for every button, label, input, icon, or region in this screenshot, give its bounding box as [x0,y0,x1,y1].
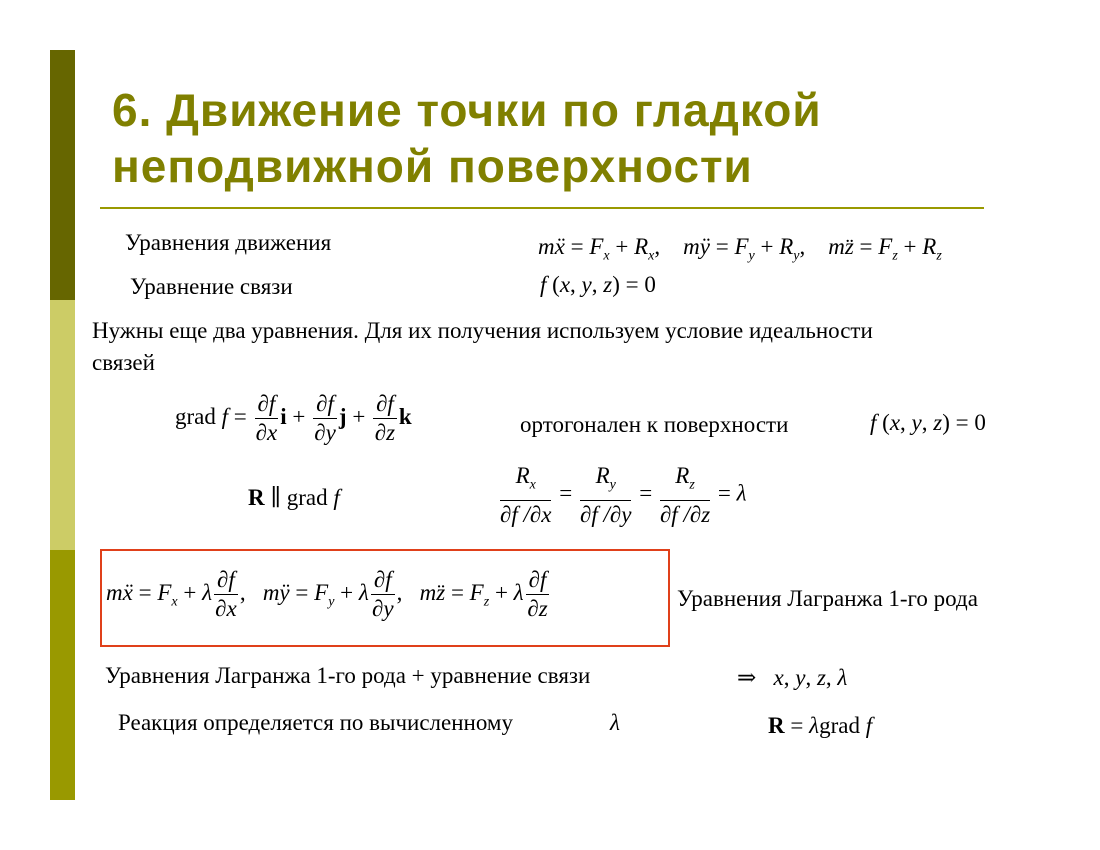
need-more-text-line-2: связей [92,350,155,375]
ratio-formula: $\frac{R_x}{\partial f /\partial x}$ = $\frac{R_y}{\partial f /\partial y}$ = $\frac{R_z}{\partial f /\partial z}$ = λ [500,463,747,527]
motion-equations-label: Уравнения движения [125,230,332,255]
slide-title [112,82,822,194]
sidebar-bar-bottom [50,550,75,800]
lambda-symbol: λ [610,710,620,735]
sidebar-bar-middle [50,300,75,550]
reaction-text: Реакция определяется по вычисленному [118,710,513,735]
title-line-1: 6. Движение точки по гладкой [112,84,822,136]
reaction-formula: R = λgrad f [768,713,873,738]
title-line-2: неподвижной поверхности [112,140,753,192]
reaction-parallel-formula: R ∥ grad f [248,485,340,510]
motion-equations-formula: mẍ = $F_x + R_x$, mÿ = $F_y + R_y$, mz̈ = $F_z + R_z$ [538,234,942,264]
orthogonal-text: ортогонален к поверхности [520,412,789,437]
need-more-text-line-1: Нужны еще два уравнения. Для их получения используем условие идеальности [92,318,873,343]
constraint-equation-label: Уравнение связи [130,274,293,299]
surface-equation-formula: f (x, y, z) = 0 [870,410,986,435]
title-underline [100,207,984,209]
lagrange-label: Уравнения Лагранжа 1-го рода [677,586,978,611]
implies-unknowns-formula: ⇒ x, y, z, λ [737,665,848,690]
sidebar-bar-top [50,50,75,300]
constraint-equation-formula: f (x, y, z) = 0 [540,272,656,297]
lagrange-plus-constraint-text: Уравнения Лагранжа 1-го рода + уравнение связи [105,663,591,688]
gradient-formula: grad f = $\frac{\partial f}{\partial x}$ i + $\frac{\partial f}{\partial y}$ j + $\frac{\partial f}{\partial z}$ k [175,391,412,445]
lagrange-equations-formula: mẍ = $F_x + \lambda$ $\frac{\partial f}{\partial x}$ , mÿ = $F_y + \lambda$ $\frac{\partial f}{\partial y}$ , mz̈ = $F_z + \lambda$ $\frac{\partial f}{\partial z}$ [106,567,548,621]
